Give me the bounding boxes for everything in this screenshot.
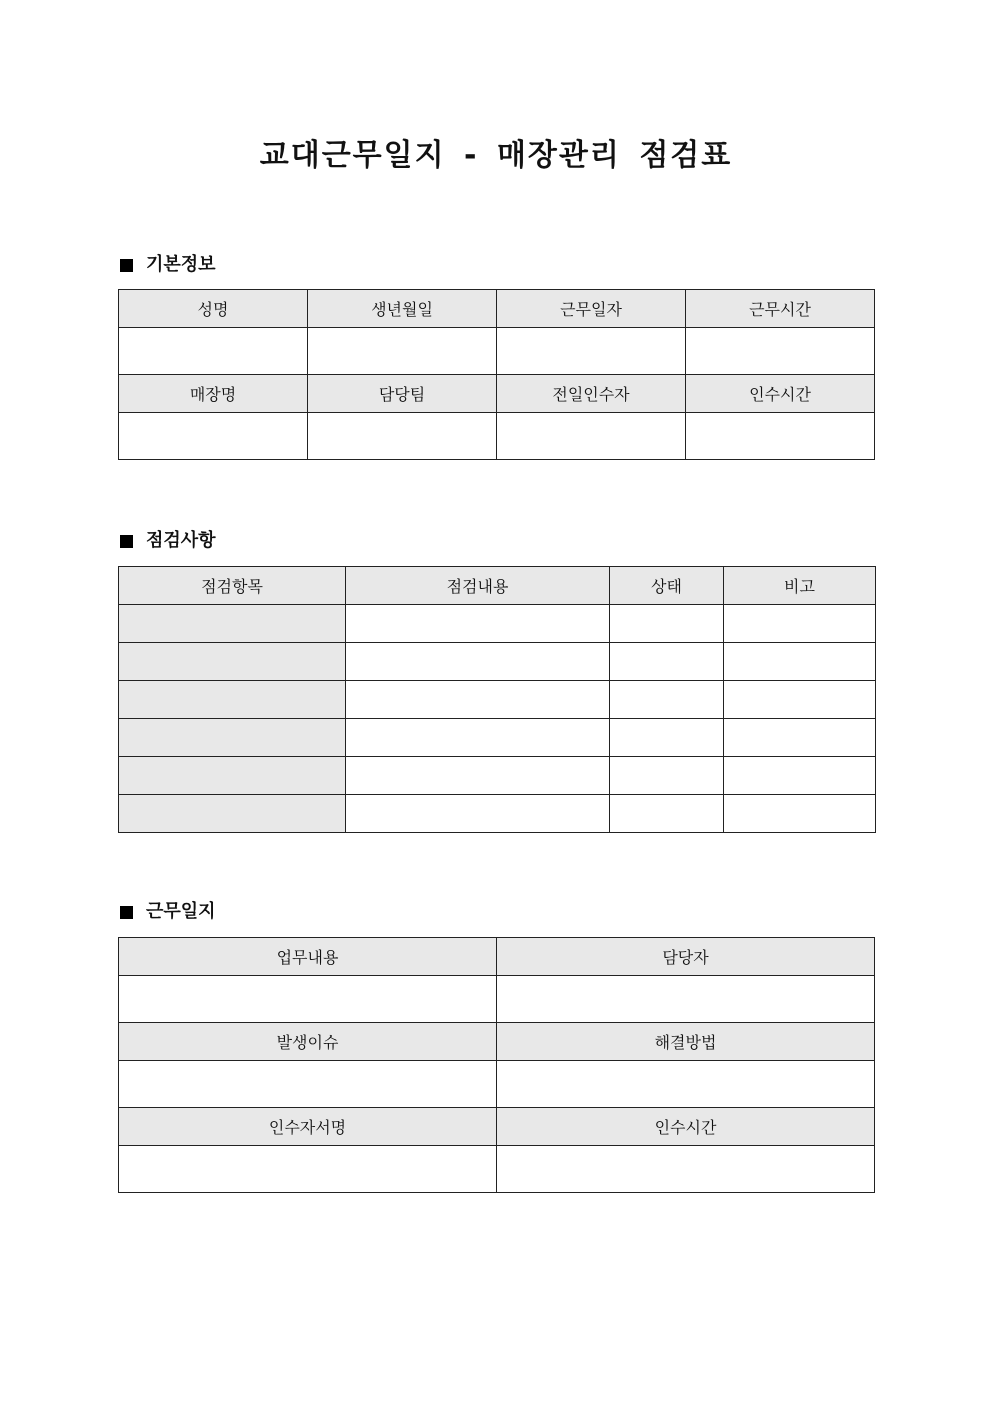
basic-info-heading-label: 기본정보 — [146, 254, 216, 275]
handover-time-field[interactable] — [497, 1146, 875, 1193]
header-store-name: 매장명 — [119, 375, 308, 413]
status-cell[interactable] — [610, 795, 724, 833]
square-bullet-icon — [120, 535, 133, 548]
check-content-cell[interactable] — [346, 719, 610, 757]
header-task-content: 업무내용 — [119, 938, 497, 976]
square-bullet-icon — [120, 906, 133, 919]
table-row — [119, 605, 876, 643]
header-remarks: 비고 — [724, 567, 876, 605]
status-cell[interactable] — [610, 605, 724, 643]
header-status: 상태 — [610, 567, 724, 605]
basic-info-header-row — [119, 375, 875, 413]
header-handover-time: 인수시간 — [497, 1108, 875, 1146]
assignee-field[interactable] — [497, 976, 875, 1023]
header-check-content: 점검내용 — [346, 567, 610, 605]
check-content-cell[interactable] — [346, 605, 610, 643]
basic-info-value-row — [119, 328, 875, 375]
check-item-cell[interactable] — [119, 757, 346, 795]
check-content-cell[interactable] — [346, 643, 610, 681]
table-row — [119, 757, 876, 795]
work-log-value-row — [119, 976, 875, 1023]
work-date-field[interactable] — [497, 328, 686, 375]
remarks-cell[interactable] — [724, 795, 876, 833]
status-cell[interactable] — [610, 681, 724, 719]
check-content-cell[interactable] — [346, 757, 610, 795]
previous-handover-field[interactable] — [497, 413, 686, 460]
header-assignee: 담당자 — [497, 938, 875, 976]
remarks-cell[interactable] — [724, 605, 876, 643]
check-item-cell[interactable] — [119, 719, 346, 757]
work-hours-field[interactable] — [686, 328, 875, 375]
work-log-value-row — [119, 1061, 875, 1108]
check-item-cell[interactable] — [119, 605, 346, 643]
remarks-cell[interactable] — [724, 757, 876, 795]
team-field[interactable] — [308, 413, 497, 460]
handover-time-field[interactable] — [686, 413, 875, 460]
basic-info-header-row — [119, 290, 875, 328]
checklist-heading-label: 점검사항 — [146, 530, 216, 551]
header-birthdate: 생년월일 — [308, 290, 497, 328]
basic-info-heading — [118, 253, 216, 277]
check-item-cell[interactable] — [119, 681, 346, 719]
check-content-cell[interactable] — [346, 795, 610, 833]
name-field[interactable] — [119, 328, 308, 375]
status-cell[interactable] — [610, 719, 724, 757]
header-handover-time: 인수시간 — [686, 375, 875, 413]
work-log-heading-label: 근무일지 — [146, 901, 216, 922]
status-cell[interactable] — [610, 643, 724, 681]
work-log-header-row — [119, 938, 875, 976]
header-name: 성명 — [119, 290, 308, 328]
remarks-cell[interactable] — [724, 681, 876, 719]
header-issues: 발생이슈 — [119, 1023, 497, 1061]
checklist-table — [118, 566, 876, 833]
work-log-header-row — [119, 1108, 875, 1146]
check-item-cell[interactable] — [119, 795, 346, 833]
resolution-field[interactable] — [497, 1061, 875, 1108]
checklist-heading — [118, 529, 216, 553]
status-cell[interactable] — [610, 757, 724, 795]
issues-field[interactable] — [119, 1061, 497, 1108]
checklist-header-row — [119, 567, 876, 605]
check-content-cell[interactable] — [346, 681, 610, 719]
task-content-field[interactable] — [119, 976, 497, 1023]
header-team: 담당팀 — [308, 375, 497, 413]
receiver-signature-field[interactable] — [119, 1146, 497, 1193]
square-bullet-icon — [120, 259, 133, 272]
check-item-cell[interactable] — [119, 643, 346, 681]
basic-info-table — [118, 289, 875, 460]
store-name-field[interactable] — [119, 413, 308, 460]
header-work-hours: 근무시간 — [686, 290, 875, 328]
header-resolution: 해결방법 — [497, 1023, 875, 1061]
table-row — [119, 795, 876, 833]
work-log-value-row — [119, 1146, 875, 1193]
table-row — [119, 643, 876, 681]
header-previous-handover: 전일인수자 — [497, 375, 686, 413]
header-receiver-signature: 인수자서명 — [119, 1108, 497, 1146]
work-log-header-row — [119, 1023, 875, 1061]
work-log-heading — [118, 900, 216, 924]
work-log-table — [118, 937, 875, 1193]
remarks-cell[interactable] — [724, 719, 876, 757]
header-check-item: 점검항목 — [119, 567, 346, 605]
header-work-date: 근무일자 — [497, 290, 686, 328]
table-row — [119, 681, 876, 719]
table-row — [119, 719, 876, 757]
remarks-cell[interactable] — [724, 643, 876, 681]
document-title: 교대근무일지 - 매장관리 점검표 — [259, 138, 733, 173]
birthdate-field[interactable] — [308, 328, 497, 375]
basic-info-value-row — [119, 413, 875, 460]
